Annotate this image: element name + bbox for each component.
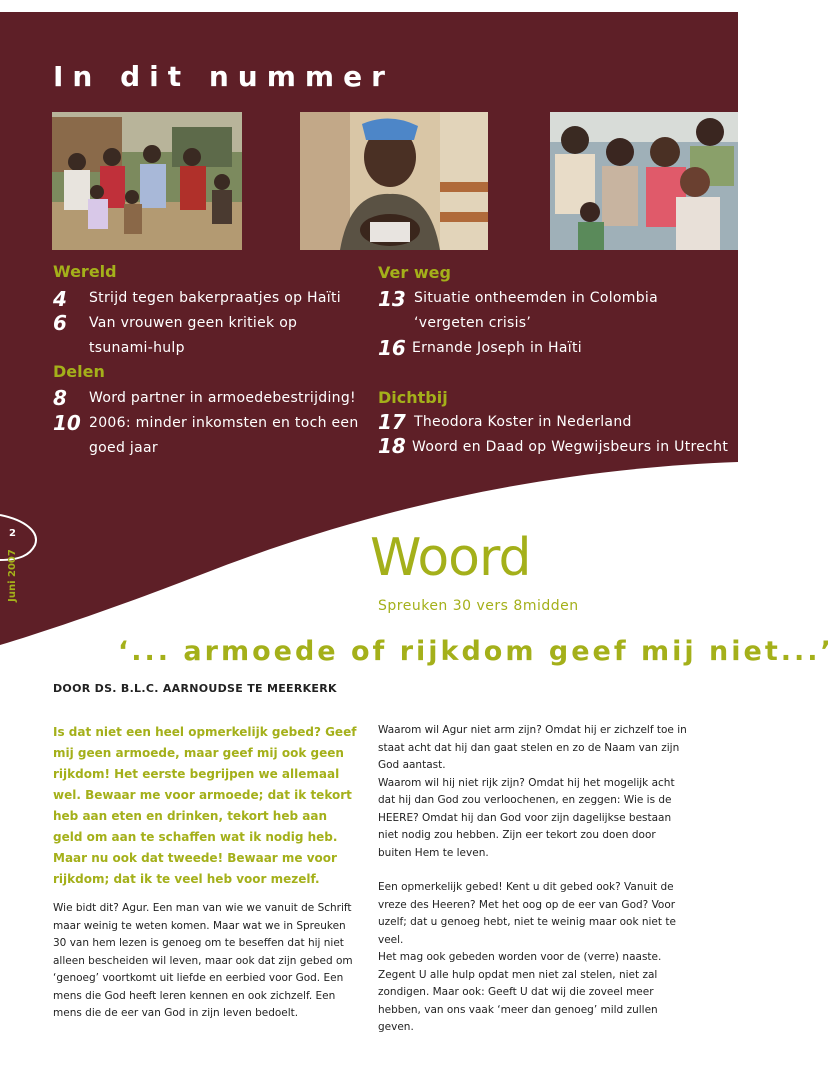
toc-entry-text: Strijd tegen bakerpraatjes op Haïti [89, 290, 341, 306]
toc-entry-text-cont: tsunami-hulp [89, 340, 185, 356]
toc-entry-text-cont: goed jaar [89, 440, 158, 456]
toc-entry-text: Van vrouwen geen kritiek op [89, 315, 298, 331]
toc-entry-text: 2006: minder inkomsten en toch een [89, 415, 359, 431]
article-title: Woord [370, 528, 531, 588]
section-delen: Delen [53, 362, 105, 381]
toc-entry-text: Ernande Joseph in Haïti [412, 340, 582, 356]
page-date: Juni 2007 [6, 549, 18, 602]
toc-entry-text: Theodora Koster in Nederland [414, 414, 632, 430]
article-paragraph: Waarom wil hij niet rijk zijn? Omdat hij het mogelijk acht dat hij dan God zou verloochenen, en zeggen: Wie is de HEERE? Omdat hij dan God voor zijn dagelijkse bestaan niet nodig zou hebben. Zijn eer tekort zou doen door buiten Hem te leven. [378, 776, 675, 859]
section-ver-weg: Ver weg [378, 263, 451, 282]
toc-entry-number: 18 [378, 434, 406, 458]
section-wereld: Wereld [53, 262, 117, 281]
toc-entry-number: 17 [378, 410, 406, 434]
article-right-column [378, 722, 690, 1037]
article-paragraph: Waarom wil Agur niet arm zijn? Omdat hij er zichzelf toe in staat acht dat hij dan gaat stelen en zo de Naam van zijn God aantast. [378, 724, 687, 771]
article-subtitle: Spreuken 30 vers 8midden [378, 598, 579, 614]
article-left-column [53, 722, 358, 1023]
photo-children-group [550, 112, 738, 250]
toc-entry-text: Word partner in armoedebestrijding! [89, 390, 356, 406]
article-author: DOOR DS. B.L.C. AARNOUDSE TE MEERKERK [53, 682, 337, 695]
article-quote: ‘... armoede of rijkdom geef mij niet...’ [118, 636, 834, 667]
toc-entry-number: 13 [378, 287, 406, 311]
article-paragraph: Wie bidt dit? Agur. Een man van wie we vanuit de Schrift maar weinig te weten komen. Maar wat we in Spreuken 30 van hem lezen is genoeg om te beseffen dat hij niet alleen bescheiden wil leven, maar ook dat zijn gebed om ‘genoeg’ voortkomt uit liefde en eerbied voor God. Een mens die God heeft leren kennen en ook zichzelf. Een mens die de eer van God in zijn leven bedoelt. [53, 902, 353, 1019]
toc-entry-number: 10 [53, 411, 81, 435]
article-paragraph: Het mag ook gebeden worden voor de (verre) naaste. Zegent U alle hulp opdat men niet zal stelen, niet zal zondigen. Maar ook: Geeft U dat wij die zoveel meer hebben, van ons vaak ‘meer dan genoeg’ mild zullen geven. [378, 951, 662, 1033]
page-number: 2 [9, 528, 16, 539]
photo-haiti-family [52, 112, 242, 250]
toc-entry-number: 6 [53, 311, 67, 335]
toc-entry-text: Woord en Daad op Wegwijsbeurs in Utrecht [412, 439, 729, 455]
toc-entry-number: 8 [53, 386, 67, 410]
article-paragraph: Een opmerkelijk gebed! Kent u dit gebed ook? Vanuit de vreze des Heeren? Met het oog op de eer van God? Voor uzelf; dat u genoeg hebt, niet te weinig maar ook niet te veel. [378, 881, 676, 946]
toc-entry-number: 4 [53, 287, 67, 311]
photo-woman-with-baby [300, 112, 488, 250]
toc-entry-number: 16 [378, 336, 406, 360]
toc-title: In dit nummer [53, 60, 394, 93]
article-intro: Is dat niet een heel opmerkelijk gebed? Geef mij geen armoede, maar geef mij ook geen rijkdom! Het eerste begrijpen we allemaal wel. Bewaar me voor armoede; dat ik tekort heb aan eten en drinken, tekort heb aan geld om aan te schaffen wat ik nodig heb. Maar nu ook dat tweede! Bewaar me voor rijkdom; dat ik te veel heb voor mezelf. [53, 725, 357, 886]
toc-entry-text: Situatie ontheemden in Colombia [414, 290, 658, 306]
toc-entry-text-cont: ‘vergeten crisis’ [414, 315, 532, 331]
section-dichtbij: Dichtbij [378, 388, 448, 407]
